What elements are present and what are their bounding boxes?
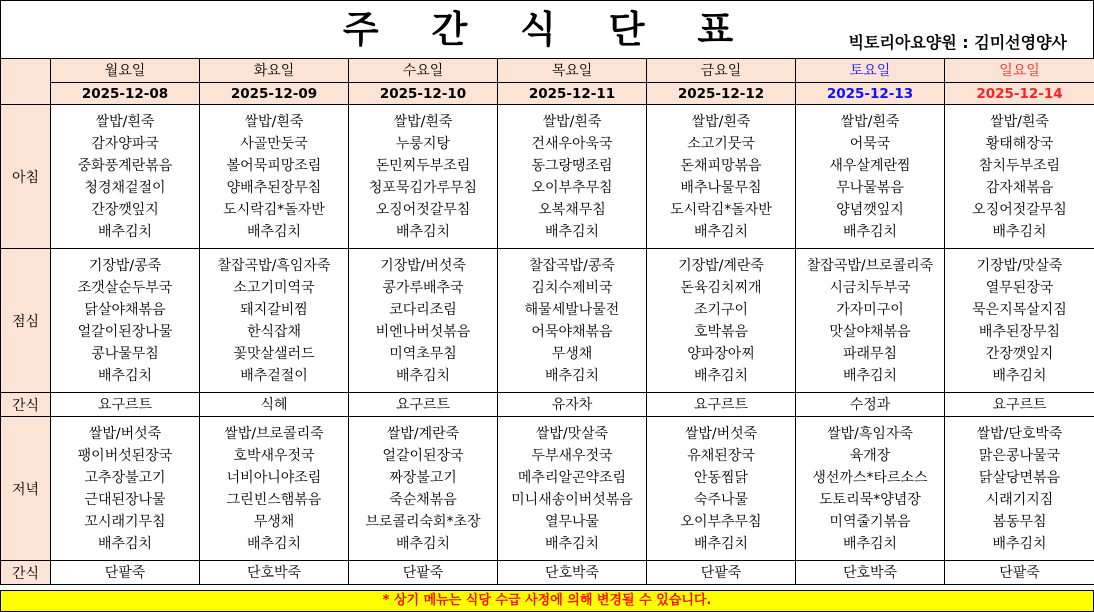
menu-item: 메추리알곤약조림: [517, 469, 627, 486]
afternoon-snack-row: [1, 393, 1094, 417]
date-thu: 2025-12-11: [498, 83, 647, 105]
lunch-cell-fri: [647, 249, 796, 393]
menu-item: 양파장아찌: [687, 345, 755, 362]
menu-item: 너비아니야조림: [226, 469, 322, 486]
menu-item: 죽순채볶음: [389, 491, 457, 508]
menu-item: 도토리묵*양념장: [819, 491, 921, 508]
day-header-mon: 월요일: [51, 59, 200, 83]
menu-item: 배추김치: [842, 223, 898, 240]
menu-item: 쌀밥/흰죽: [542, 113, 602, 130]
menu-item: 쌀밥/계란죽: [386, 425, 460, 442]
menu-item: 시래기지짐: [985, 491, 1054, 508]
menu-item: 감자채볶음: [985, 179, 1054, 196]
breakfast-row: [1, 105, 1094, 249]
menu-item: 쌀밥/흰죽: [691, 113, 751, 130]
menu-item: 기장밥/계란죽: [678, 257, 764, 274]
menu-item: 오이부추무침: [680, 513, 762, 530]
day-header-tue: 화요일: [200, 59, 349, 83]
dinner-cell-mon: [51, 417, 200, 561]
menu-item: 찰잡곡밥/흑임자죽: [217, 257, 331, 274]
menu-item: 사골만둣국: [240, 135, 308, 152]
menu-item: 유채된장국: [687, 447, 755, 464]
page-title: 주 간 식 단 표: [342, 8, 754, 51]
menu-item: 짜장불고기: [389, 469, 457, 486]
lunch-cell-mon: [51, 249, 200, 393]
menu-item-list: [51, 255, 199, 387]
menu-item: 닭살야채볶음: [84, 301, 166, 318]
lunch-cell-thu: [498, 249, 647, 393]
menu-item: 양념깻잎지: [836, 201, 904, 218]
date-sun: 2025-12-14: [945, 83, 1094, 105]
menu-item: 감자양파국: [91, 135, 159, 152]
menu-item: 누룽지탕: [395, 135, 451, 152]
menu-item: 한식잡채: [246, 323, 302, 340]
day-header-wed: 수요일: [349, 59, 498, 83]
menu-item: 비엔나버섯볶음: [375, 323, 471, 340]
menu-item: 두부새우젓국: [531, 447, 613, 464]
menu-item: 배추김치: [842, 367, 898, 384]
menu-item: 맑은콩나물국: [978, 447, 1061, 464]
menu-item-list: [51, 111, 199, 243]
date-row: [1, 83, 1094, 105]
menu-item: 미니새송이버섯볶음: [511, 491, 633, 508]
menu-item: 브로콜리숙회*초장: [365, 513, 481, 530]
menu-item: 배추김치: [395, 367, 451, 384]
snack-cell-sat: 수정과: [796, 393, 945, 417]
date-sat: 2025-12-13: [796, 83, 945, 105]
menu-item-list: [796, 255, 944, 387]
lunch-cell-tue: [200, 249, 349, 393]
menu-item: 무생채: [551, 345, 593, 362]
day-header-sun: 일요일: [945, 59, 1094, 83]
menu-item: 중화풍계란볶음: [77, 157, 173, 174]
menu-item: 열무된장국: [985, 279, 1054, 296]
menu-item: 배추김치: [97, 223, 153, 240]
notice-banner: * 상기 메뉴는 식당 수급 사정에 의해 변경될 수 있습니다.: [0, 590, 1094, 612]
breakfast-cell-thu: [498, 105, 647, 249]
menu-item: 쌀밥/단호박죽: [976, 425, 1063, 442]
dinner-cell-sun: [945, 417, 1094, 561]
menu-item-list: [796, 111, 944, 243]
lunch-cell-sun: [945, 249, 1094, 393]
lunch-cell-sat: [796, 249, 945, 393]
menu-item: 오이부추무침: [531, 179, 613, 196]
menu-item: 조기구이: [693, 301, 749, 318]
breakfast-cell-wed: [349, 105, 498, 249]
menu-item: 볼어묵피망조림: [226, 157, 322, 174]
menu-item: 도시락김*돌자반: [670, 201, 772, 218]
menu-item: 오징어젓갈무침: [972, 201, 1067, 218]
menu-item-list: [349, 111, 497, 243]
menu-item: 안동찜닭: [693, 469, 749, 486]
menu-item: 배추김치: [544, 223, 600, 240]
menu-item: 찰잡곡밥/브로콜리죽: [806, 257, 934, 274]
menu-item: 쌀밥/맛살죽: [535, 425, 609, 442]
snack-cell-sun: 단팥죽: [945, 561, 1094, 585]
dinner-cell-tue: [200, 417, 349, 561]
dinner-cell-wed: [349, 417, 498, 561]
menu-item-list: [945, 255, 1094, 387]
menu-item: 가자미구이: [836, 301, 904, 318]
menu-item: 기장밥/버섯죽: [380, 257, 466, 274]
menu-item: 청경채겉절이: [84, 179, 166, 196]
menu-item: 돈육김치찌개: [680, 279, 762, 296]
menu-item: 미역줄기볶음: [829, 513, 911, 530]
menu-item: 배추김치: [246, 535, 302, 552]
menu-item: 배추김치: [693, 367, 749, 384]
menu-item: 배추김치: [395, 223, 451, 240]
menu-item: 소고기뭇국: [687, 135, 755, 152]
corner-cell: [1, 59, 51, 105]
menu-item-list: [796, 423, 944, 555]
menu-item: 도시락김*돌자반: [223, 201, 325, 218]
day-row: [1, 59, 1094, 83]
menu-item: 봄동무침: [992, 513, 1047, 530]
menu-item: 얼갈이된장나물: [77, 323, 173, 340]
menu-item: 쌀밥/흰죽: [95, 113, 155, 130]
menu-item: 조갯살순두부국: [77, 279, 173, 296]
menu-item: 닭살당면볶음: [978, 469, 1061, 486]
menu-item: 쌀밥/흰죽: [393, 113, 453, 130]
menu-item-list: [200, 255, 348, 387]
menu-item-list: [51, 423, 199, 555]
menu-item-list: [647, 423, 795, 555]
menu-item-list: [647, 111, 795, 243]
menu-item: 생선까스*타르소스: [812, 469, 928, 486]
menu-item: 콩가루배추국: [382, 279, 464, 296]
menu-item: 미역초무침: [389, 345, 457, 362]
menu-item-list: [498, 423, 646, 555]
snack-cell-fri: 단팥죽: [647, 561, 796, 585]
menu-item: 배추겉절이: [240, 367, 308, 384]
menu-item: 숙주나물: [693, 491, 749, 508]
menu-item: 묵은지목살지짐: [972, 301, 1067, 318]
menu-item: 무나물볶음: [836, 179, 904, 196]
breakfast-cell-tue: [200, 105, 349, 249]
menu-item: 파래무침: [842, 345, 898, 362]
dinner-cell-fri: [647, 417, 796, 561]
menu-item: 배추나물무침: [680, 179, 762, 196]
snack-cell-fri: 요구르트: [647, 393, 796, 417]
menu-item: 열무나물: [544, 513, 600, 530]
meal-label-lunch: 점심: [1, 249, 51, 393]
snack-cell-tue: 단호박죽: [200, 561, 349, 585]
menu-item: 배추김치: [246, 223, 302, 240]
menu-item: 돈민찌두부조림: [375, 157, 471, 174]
menu-item: 호박볶음: [693, 323, 749, 340]
menu-item: 기장밥/콩죽: [88, 257, 162, 274]
snack-cell-thu: 유자차: [498, 393, 647, 417]
menu-item: 소고기미역국: [233, 279, 315, 296]
evening-snack-row: [1, 561, 1094, 585]
menu-item: 돈채피망볶음: [680, 157, 762, 174]
menu-item: 배추김치: [992, 367, 1047, 384]
menu-item: 간장깻잎지: [985, 345, 1054, 362]
date-wed: 2025-12-10: [349, 83, 498, 105]
snack-cell-mon: 요구르트: [51, 393, 200, 417]
menu-item: 배추김치: [544, 535, 600, 552]
menu-item: 콩나물무침: [91, 345, 159, 362]
menu-item-list: [945, 423, 1094, 555]
lunch-cell-wed: [349, 249, 498, 393]
menu-item: 배추김치: [693, 223, 749, 240]
meal-label-breakfast: 아침: [1, 105, 51, 249]
menu-item: 배추김치: [693, 535, 749, 552]
menu-item: 배추된장무침: [978, 323, 1061, 340]
menu-item: 쌀밥/흰죽: [244, 113, 304, 130]
snack-cell-tue: 식혜: [200, 393, 349, 417]
menu-item: 육개장: [849, 447, 891, 464]
day-header-thu: 목요일: [498, 59, 647, 83]
snack-cell-mon: 단팥죽: [51, 561, 200, 585]
dinner-cell-sat: [796, 417, 945, 561]
meal-label-snack: 간식: [1, 561, 51, 585]
menu-item: 고추장불고기: [84, 469, 166, 486]
date-mon: 2025-12-08: [51, 83, 200, 105]
menu-item-list: [945, 111, 1094, 243]
snack-cell-wed: 요구르트: [349, 393, 498, 417]
menu-item: 쌀밥/버섯죽: [88, 425, 162, 442]
menu-item: 건새우아욱국: [531, 135, 613, 152]
menu-item: 쌀밥/흰죽: [840, 113, 900, 130]
menu-item: 배추김치: [544, 367, 600, 384]
menu-item: 배추김치: [395, 535, 451, 552]
date-fri: 2025-12-12: [647, 83, 796, 105]
snack-cell-thu: 단호박죽: [498, 561, 647, 585]
menu-item: 무생채: [253, 513, 295, 530]
menu-item: 오복채무침: [538, 201, 606, 218]
menu-item: 참치두부조림: [978, 157, 1061, 174]
menu-item: 어묵야채볶음: [531, 323, 613, 340]
dinner-row: [1, 417, 1094, 561]
title-bar: [0, 0, 1094, 58]
menu-item: 기장밥/맛살죽: [976, 257, 1063, 274]
menu-item: 꼬시래기무침: [84, 513, 166, 530]
menu-item: 코다리조림: [389, 301, 457, 318]
menu-item: 호박새우젓국: [233, 447, 315, 464]
menu-item: 그린빈스햄볶음: [226, 491, 322, 508]
menu-item-list: [498, 255, 646, 387]
menu-item: 얼갈이된장국: [382, 447, 464, 464]
menu-item: 배추김치: [992, 535, 1047, 552]
menu-item: 꽃맛살샐러드: [233, 345, 315, 362]
meal-label-dinner: 저녁: [1, 417, 51, 561]
snack-cell-sat: 단호박죽: [796, 561, 945, 585]
menu-item-list: [498, 111, 646, 243]
menu-item: 청포묵김가루무침: [368, 179, 478, 196]
date-tue: 2025-12-09: [200, 83, 349, 105]
menu-item-list: [200, 423, 348, 555]
lunch-row: [1, 249, 1094, 393]
breakfast-cell-sun: [945, 105, 1094, 249]
menu-item: 오징어젓갈무침: [375, 201, 471, 218]
breakfast-cell-fri: [647, 105, 796, 249]
menu-item: 새우살계란찜: [829, 157, 911, 174]
menu-item: 쌀밥/버섯죽: [684, 425, 758, 442]
menu-item-list: [349, 423, 497, 555]
snack-cell-wed: 단팥죽: [349, 561, 498, 585]
dinner-cell-thu: [498, 417, 647, 561]
menu-item: 간장깻잎지: [91, 201, 159, 218]
snack-cell-sun: 요구르트: [945, 393, 1094, 417]
menu-item: 배추김치: [842, 535, 898, 552]
menu-item: 배추김치: [97, 367, 153, 384]
menu-item: 배추김치: [992, 223, 1047, 240]
menu-item: 어묵국: [849, 135, 891, 152]
breakfast-cell-sat: [796, 105, 945, 249]
meal-label-snack: 간식: [1, 393, 51, 417]
menu-item: 김치수제비국: [531, 279, 613, 296]
menu-item-list: [647, 255, 795, 387]
menu-item: 근대된장나물: [84, 491, 166, 508]
menu-item: 쌀밥/흑임자죽: [827, 425, 913, 442]
day-header-fri: 금요일: [647, 59, 796, 83]
day-header-sat: 토요일: [796, 59, 945, 83]
menu-item: 맛살야채볶음: [829, 323, 911, 340]
menu-item: 시금치두부국: [829, 279, 911, 296]
menu-item: 양배추된장무침: [226, 179, 322, 196]
menu-item-list: [349, 255, 497, 387]
menu-item: 찰잡곡밥/콩죽: [529, 257, 615, 274]
breakfast-cell-mon: [51, 105, 200, 249]
menu-item: 해물세발나물전: [524, 301, 620, 318]
organization-label: 빅토리아요양원 : 김미선영양사: [848, 33, 1067, 52]
menu-item: 쌀밥/브로콜리죽: [224, 425, 324, 442]
menu-item: 동그랑땡조림: [531, 157, 613, 174]
menu-item: 쌀밥/흰죽: [990, 113, 1049, 130]
menu-item-list: [200, 111, 348, 243]
menu-item: 배추김치: [97, 535, 153, 552]
menu-item: 팽이버섯된장국: [77, 447, 173, 464]
menu-item: 황태해장국: [985, 135, 1054, 152]
menu-table: [0, 58, 1094, 585]
menu-item: 돼지갈비찜: [240, 301, 308, 318]
